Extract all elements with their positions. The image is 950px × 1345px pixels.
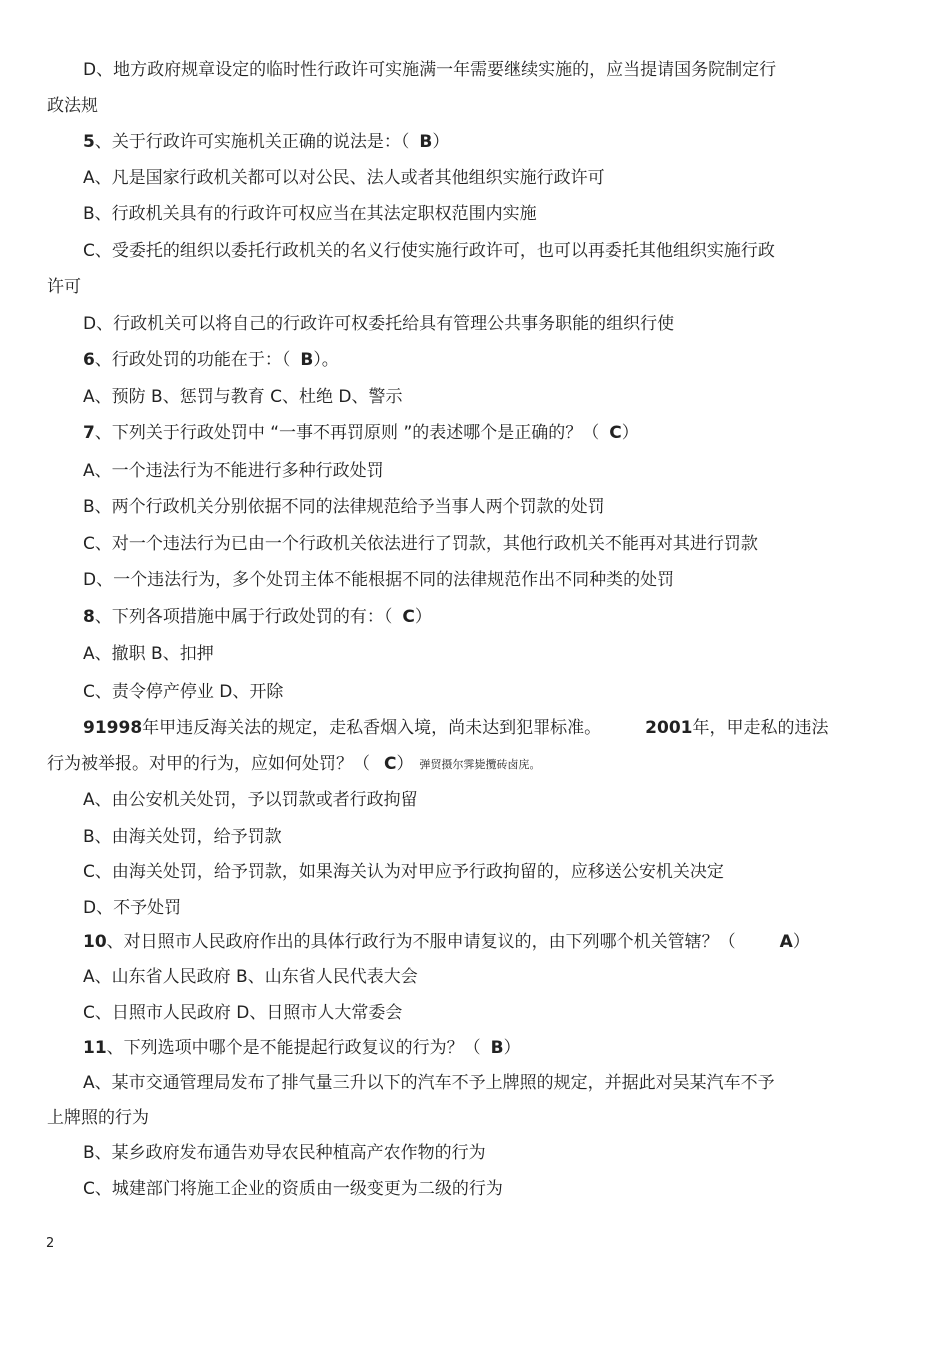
option-line-continued: 上牌照的行为 <box>47 1108 149 1128</box>
option-line: A、凡是国家行政机关都可以对公民、法人或者其他组织实施行政许可 <box>83 168 605 188</box>
option-line: A、某市交通管理局发布了排气量三升以下的汽车不予上牌照的规定，并据此对吴某汽车不予 <box>83 1073 775 1093</box>
question-number: 10 <box>83 932 107 952</box>
option-line-continued: 许可 <box>47 277 81 297</box>
option-line: A、撤职 B、扣押 <box>83 644 214 664</box>
question-7: 7、下列关于行政处罚中 “一事不再罚原则 ”的表述哪个是正确的？（ C） <box>83 423 639 443</box>
option-line: C、城建部门将施工企业的资质由一级变更为二级的行为 <box>83 1179 503 1199</box>
question-text: 、对日照市人民政府作出的具体行政行为不服申请复议的，由下列哪个机关管辖？（ <box>106 932 736 952</box>
answer-letter: C <box>609 423 622 443</box>
option-line: C、对一个违法行为已由一个行政机关依法进行了罚款，其他行政机关不能再对其进行罚款 <box>83 534 758 554</box>
question-10: 10、对日照市人民政府作出的具体行政行为不服申请复议的，由下列哪个机关管辖？（ A） <box>83 932 810 952</box>
option-line: B、行政机关具有的行政许可权应当在其法定职权范围内实施 <box>83 204 537 224</box>
garbled-text: 弹贸摄尔霁毙攬砖卤庑。 <box>419 758 541 771</box>
question-8: 8、下列各项措施中属于行政处罚的有：（ C） <box>83 607 432 627</box>
question-6: 6、行政处罚的功能在于：（ B）。 <box>83 350 339 370</box>
option-line: B、某乡政府发布通告劝导农民种植高产农作物的行为 <box>83 1143 486 1163</box>
year: 2001 <box>645 718 693 738</box>
question-5: 5、关于行政许可实施机关正确的说法是：（ B） <box>83 132 450 152</box>
question-text: 、行政处罚的功能在于：（ <box>94 350 291 370</box>
option-line: B、由海关处罚，给予罚款 <box>83 827 282 847</box>
bracket: ） <box>396 754 414 774</box>
answer-letter: B <box>419 132 433 152</box>
question-9-continued <box>47 752 540 777</box>
option-line: C、责令停产停业 D、开除 <box>83 682 284 702</box>
question-9 <box>83 716 829 740</box>
option-line: A、预防 B、惩罚与教育 C、杜绝 D、警示 <box>83 387 403 407</box>
option-line: D、行政机关可以将自己的行政许可权委托给具有管理公共事务职能的组织行使 <box>83 314 675 334</box>
answer-letter: B <box>490 1038 504 1058</box>
question-number: 8 <box>83 607 95 627</box>
page-number: 2 <box>46 1236 55 1251</box>
option-line: C、由海关处罚，给予罚款，如果海关认为对甲应予行政拘留的，应移送公安机关决定 <box>83 862 724 882</box>
answer-letter: C <box>402 607 415 627</box>
question-number: 6 <box>83 350 95 370</box>
question-11: 11、下列选项中哪个是不能提起行政复议的行为？（ B） <box>83 1038 521 1058</box>
question-text: 、下列关于行政处罚中 “一事不再罚原则 ”的表述哪个是正确的？（ <box>94 423 600 443</box>
question-text: 、关于行政许可实施机关正确的说法是：（ <box>94 132 410 152</box>
option-line-continued: 政法规 <box>47 96 98 116</box>
year: 1998 <box>94 718 143 738</box>
option-line: C、日照市人民政府 D、日照市人大常委会 <box>83 1003 403 1023</box>
option-line: D、一个违法行为，多个处罚主体不能根据不同的法律规范作出不同种类的处罚 <box>83 570 675 590</box>
option-line: D、地方政府规章设定的临时性行政许可实施满一年需要继续实施的，应当提请国务院制定行 <box>83 60 777 80</box>
answer-letter: B <box>300 350 314 370</box>
question-text: 行为被举报。对甲的行为，应如何处罚？（ <box>47 754 370 774</box>
option-line: D、不予处罚 <box>83 898 182 918</box>
question-number: 7 <box>83 423 95 443</box>
question-number: 9 <box>83 718 95 738</box>
question-text: 、下列各项措施中属于行政处罚的有：（ <box>94 607 393 627</box>
option-line: B、两个行政机关分别依据不同的法律规范给予当事人两个罚款的处罚 <box>83 497 605 517</box>
option-line: A、山东省人民政府 B、山东省人民代表大会 <box>83 967 418 987</box>
question-number: 5 <box>83 132 95 152</box>
answer-letter: C <box>384 754 397 774</box>
answer-letter: A <box>779 932 793 952</box>
question-text: 年，甲走私的违法 <box>692 718 829 738</box>
option-line: C、受委托的组织以委托行政机关的名义行使实施行政许可，也可以再委托其他组织实施行政 <box>83 241 775 261</box>
question-text: 、下列选项中哪个是不能提起行政复议的行为？（ <box>106 1038 481 1058</box>
question-text: 年甲违反海关法的规定，走私香烟入境，尚未达到犯罪标准。 <box>142 718 602 738</box>
option-line: A、由公安机关处罚，予以罚款或者行政拘留 <box>83 790 418 810</box>
question-number: 11 <box>83 1038 107 1058</box>
option-line: A、一个违法行为不能进行多种行政处罚 <box>83 461 384 481</box>
